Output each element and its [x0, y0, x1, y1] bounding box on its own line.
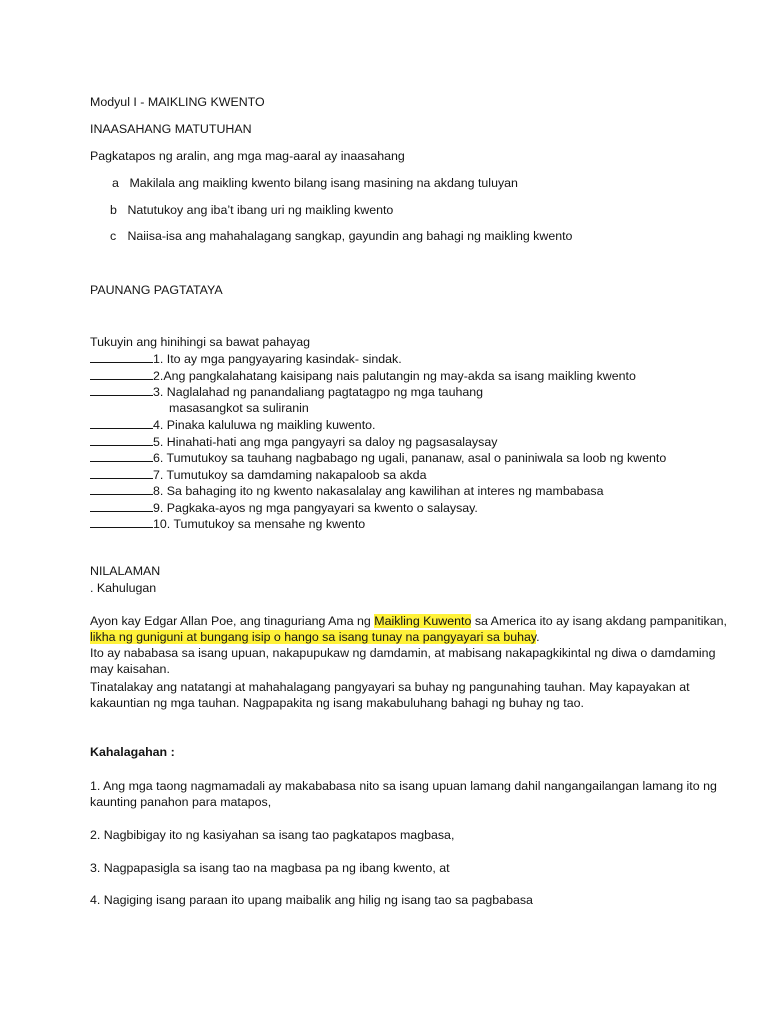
item-text: Tumutukoy sa damdaming nakapaloob sa akda	[163, 468, 427, 482]
pretest-item	[90, 500, 478, 516]
objective-text: Makilala ang maikling kwento bilang isang masining na akdang tuluyan	[129, 176, 518, 190]
objective-text: Naiisa-isa ang mahahalagang sangkap, gayundin ang bahagi ng maikling kwento	[127, 229, 573, 243]
highlighted-phrase: likha ng guniguni at bungang isip o hango sa isang tunay na pangyayari sa buhay	[90, 630, 537, 644]
definition-text: Ayon kay Edgar Allan Poe, ang tinaguriang Ama ng	[90, 614, 375, 628]
pretest-item	[90, 450, 666, 466]
item-text: Pinaka kaluluwa ng maikling kuwento.	[163, 418, 376, 432]
importance-item: 3. Nagpapasigla sa isang tao na magbasa pa ng ibang kwento, at	[90, 861, 450, 875]
objective-mark: b	[110, 203, 117, 217]
importance-item: 2. Nagbibigay ito ng kasiyahan sa isang tao pagkatapos magbasa,	[90, 828, 455, 842]
item-text: Pagkaka-ayos ng mga pangyayari sa kwento o salaysay.	[163, 501, 478, 515]
objective-item	[112, 176, 518, 191]
module-title: Modyul I - MAIKLING KWENTO	[90, 95, 265, 109]
item-text: Hinahati-hati ang mga pangyayri sa daloy ng pagsasalaysay	[163, 435, 498, 449]
item-text: Naglalahad ng panandaliang pagtatagpo ng mga tauhang	[163, 385, 484, 399]
item-text: Ito ay mga pangyayaring kasindak- sindak.	[163, 352, 402, 366]
pretest-heading: PAUNANG PAGTATAYA	[90, 283, 223, 297]
item-number: 3.	[153, 385, 164, 399]
objective-text: Natutukoy ang iba’t ibang uri ng maikling kwento	[127, 203, 394, 217]
item-text: Tumutukoy sa tauhang nagbabago ng ugali, pananaw, asal o paniniwala sa loob ng kwento	[163, 451, 667, 465]
item-number: 1.	[153, 352, 164, 366]
pretest-item	[90, 483, 604, 499]
item-number: 4.	[153, 418, 164, 432]
definition-text: .	[536, 630, 540, 644]
answer-blank	[90, 467, 153, 479]
objectives-heading: INAASAHANG MATUTUHAN	[90, 122, 252, 136]
definition-line	[90, 614, 727, 629]
pretest-instruction: Tukuyin ang hinihingi sa bawat pahayag	[90, 335, 310, 349]
paragraph-line: Ito ay nababasa sa isang upuan, nakapupukaw ng damdamin, at mabisang nakapagkikintal ng diwa o damdaming	[90, 646, 716, 660]
objectives-intro: Pagkatapos ng aralin, ang mga mag-aaral ay inaasahang	[90, 149, 405, 163]
item-text: Sa bahaging ito ng kwento nakasalalay ang kawilihan at interes ng mambabasa	[163, 484, 604, 498]
objective-mark: c	[110, 229, 117, 243]
pretest-item-continuation: masasangkot sa suliranin	[169, 401, 309, 415]
pretest-item	[90, 467, 426, 483]
answer-blank	[90, 500, 153, 512]
importance-heading: Kahalagahan :	[90, 745, 175, 759]
item-text: Ang pangkalahatang kaisipang nais palutangin ng may-akda sa isang maikling kwento	[163, 369, 636, 383]
pretest-item	[90, 384, 483, 400]
pretest-item	[90, 516, 365, 532]
pretest-item	[90, 417, 375, 433]
item-text: Tumutukoy sa mensahe ng kwento	[170, 517, 366, 531]
answer-blank	[90, 368, 153, 380]
objective-mark: a	[112, 176, 119, 190]
answer-blank	[90, 351, 153, 363]
paragraph-line: may kaisahan.	[90, 662, 170, 676]
highlighted-term: Maikling Kuwento	[374, 614, 472, 628]
item-number: 10.	[153, 517, 171, 531]
pretest-item	[90, 351, 402, 367]
answer-blank	[90, 483, 153, 495]
content-heading: NILALAMAN	[90, 564, 161, 578]
answer-blank	[90, 434, 153, 446]
answer-blank	[90, 516, 153, 528]
item-number: 8.	[153, 484, 164, 498]
answer-blank	[90, 384, 153, 396]
pretest-item	[90, 434, 497, 450]
importance-item: 1. Ang mga taong nagmamadali ay makababasa nito sa isang upuan lamang dahil nangangailangan lamang ito ng	[90, 779, 717, 793]
answer-blank	[90, 450, 153, 462]
objective-item	[110, 203, 393, 218]
answer-blank	[90, 417, 153, 429]
content-subheading: . Kahulugan	[90, 581, 157, 595]
paragraph-line: Tinatalakay ang natatangi at mahahalagang pangyayari sa buhay ng pangunahing tauhan. May kapayakan at	[90, 680, 690, 694]
item-number: 2.	[153, 369, 164, 383]
item-number: 9.	[153, 501, 164, 515]
item-number: 6.	[153, 451, 164, 465]
item-number: 7.	[153, 468, 164, 482]
definition-text: sa America ito ay isang akdang pampanitikan,	[471, 614, 727, 628]
paragraph-line: kakauntian ng mga tauhan. Nagpapakita ng isang makabuluhang bahagi ng buhay ng tao.	[90, 696, 584, 710]
item-number: 5.	[153, 435, 164, 449]
importance-item-continuation: kaunting panahon para matapos,	[90, 795, 272, 809]
pretest-item	[90, 368, 636, 384]
objective-item	[110, 229, 572, 244]
definition-line	[90, 630, 540, 645]
importance-item: 4. Nagiging isang paraan ito upang maibalik ang hilig ng isang tao sa pagbabasa	[90, 893, 533, 907]
